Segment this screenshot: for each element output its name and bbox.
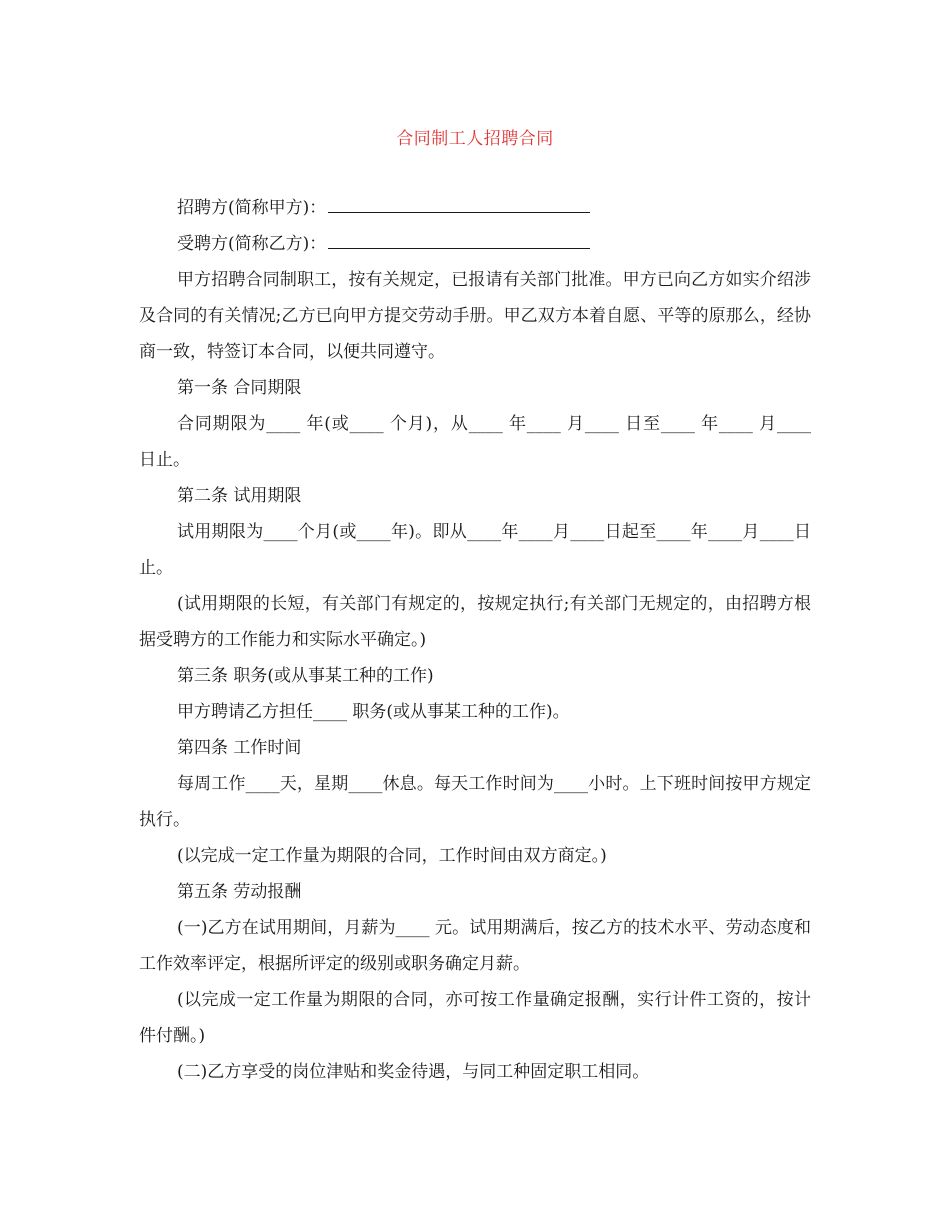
paragraph: 甲方聘请乙方担任____ 职务(或从事某工种的工作)。 — [177, 702, 570, 722]
article-heading: 第四条 工作时间 — [177, 738, 302, 758]
party-a-blank[interactable] — [328, 194, 590, 213]
article-heading: 第一条 合同期限 — [177, 378, 302, 398]
paragraph: 每周工作____天，星期____休息。每天工作时间为____小时。上下班时间按甲方规定执行。 — [139, 774, 811, 830]
party-b-blank[interactable] — [328, 230, 590, 249]
document-title: 合同制工人招聘合同 — [396, 129, 554, 149]
paragraph: 甲方招聘合同制职工，按有关规定，已报请有关部门批准。甲方已向乙方如实介绍涉及合同的有关情况;乙方已向甲方提交劳动手册。甲乙双方本着自愿、平等的原那么，经协商一致，特签订本合同，以便共同遵守。 — [139, 270, 811, 362]
paragraph: (二)乙方享受的岗位津贴和奖金待遇，与同工种固定职工相同。 — [177, 1062, 650, 1082]
paragraph: (以完成一定工作量为期限的合同，工作时间由双方商定。) — [177, 846, 607, 866]
article-heading: 第五条 劳动报酬 — [177, 882, 302, 902]
paragraph: 试用期限为____个月(或____年)。即从____年____月____日起至____年____月____日止。 — [139, 522, 811, 578]
paragraph: 合同期限为____ 年(或____ 个月)，从____ 年____ 月____ 日至____ 年____ 月____ 日止。 — [139, 414, 811, 470]
document-body — [139, 190, 811, 1090]
party-b-line — [139, 226, 811, 262]
article-heading: 第二条 试用期限 — [177, 486, 302, 506]
party-b-label: 受聘方(简称乙方)： — [177, 234, 327, 254]
paragraph: (以完成一定工作量为期限的合同，亦可按工作量确定报酬，实行计件工资的，按计件付酬。) — [139, 990, 811, 1046]
party-a-line — [139, 190, 811, 226]
party-a-label: 招聘方(简称甲方)： — [177, 198, 327, 218]
paragraph: (一)乙方在试用期间，月薪为____ 元。试用期满后，按乙方的技术水平、劳动态度和工作效率评定，根据所评定的级别或职务确定月薪。 — [139, 918, 811, 974]
paragraph: (试用期限的长短，有关部门有规定的，按规定执行;有关部门无规定的，由招聘方根据受聘方的工作能力和实际水平确定。) — [139, 594, 811, 650]
article-heading: 第三条 职务(或从事某工种的工作) — [177, 666, 434, 686]
